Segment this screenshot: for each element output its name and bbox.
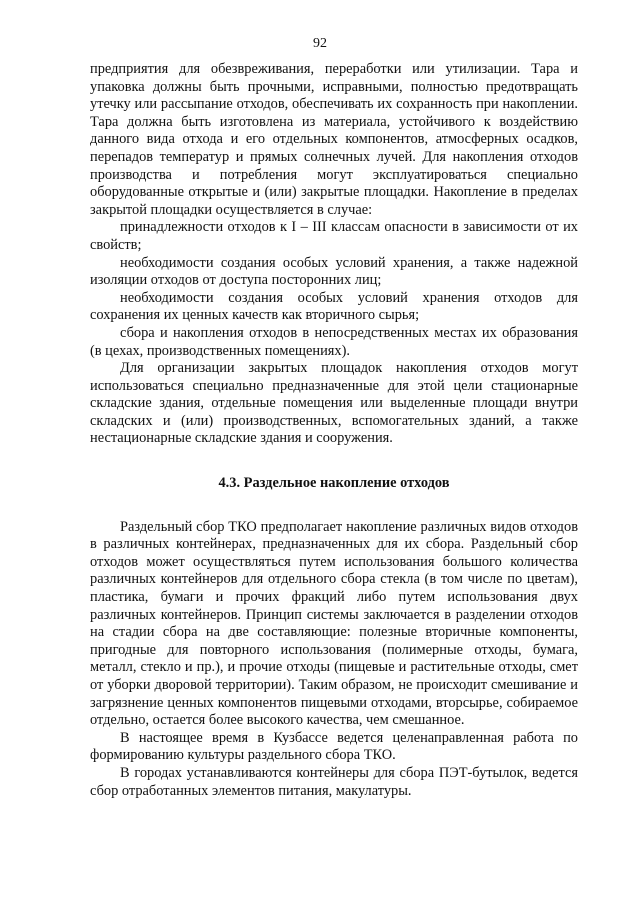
list-item-isolation: необходимости создания особых условий хранения, а также надежной изоляции отходов от доступа посторонних лиц; bbox=[90, 254, 578, 289]
page-body bbox=[90, 61, 578, 800]
page-number: 92 bbox=[313, 36, 327, 51]
paragraph-kuzbass: В настоящее время в Кузбассе ведется целенаправленная работа по формированию культуры раздельного сбора ТКО. bbox=[90, 729, 578, 764]
list-item-hazard-class: принадлежности отходов к I – III классам опасности в зависимости от их свойств; bbox=[90, 219, 578, 253]
paragraph-closed-sites: Для организации закрытых площадок накопления отходов могут использоваться специально предназначенные для этой цели стационарные складские здания, отдельные помещения или выделенные площади внутри складских и (или) производственных, вспомогательных зданий, а также нестационарные складские здания и сооружения. bbox=[90, 360, 578, 447]
paragraph-continuation: предприятия для обезвреживания, переработки или утилизации. Тара и упаковка должны быть прочными, исправными, полностью предотвращать утечку или рассыпание отходов, обеспечивать их сохранность при накоплении. Тара должна быть изготовлена из материала, устойчивого к воздействию данного вида отхода и его отдельных компонентов, атмосферных осадков, перепадов температур и прямых солнечных лучей. Для накопления отходов производства и потребления могут эксплуатироваться специально оборудованные открытые и (или) закрытые площадки. Накопление в пределах закрытой площадки осуществляется в случае: bbox=[90, 61, 578, 218]
section-heading: 4.3. Раздельное накопление отходов bbox=[218, 475, 450, 492]
list-item-collection-sites: сбора и накопления отходов в непосредственных местах их образования (в цехах, производственных помещениях). bbox=[90, 324, 578, 359]
paragraph-separate-collection: Раздельный сбор ТКО предполагает накопление различных видов отходов в различных контейнерах, предназначенных для их сбора. Раздельный сбор отходов может осуществляться путем использования большого количества различных контейнеров для отдельного сбора стекла (в том числе по цветам), пластика, бумаги и прочих фракций либо путем использования двух различных контейнеров. Принцип системы заключается в разделении отходов на стадии сбора на две составляющие: полезные вторичные компоненты, пригодные для повторного использования (полимерные отходы, бумага, металл, стекло и пр.), и прочие отходы (пищевые и растительные отходы, смет от уборки дворовой территории). Таким образом, не происходит смешивание и загрязнение ценных компонентов пищевыми отходами, вторсырье, собираемое отдельно, остается более высокого качества, чем смешанное. bbox=[90, 518, 578, 729]
paragraph-containers: В городах устанавливаются контейнеры для сбора ПЭТ-бутылок, ведется сбор отработанных элементов питания, макулатуры. bbox=[90, 764, 578, 799]
list-item-secondary-raw: необходимости создания особых условий хранения отходов для сохранения их ценных качеств как вторичного сырья; bbox=[90, 289, 578, 324]
